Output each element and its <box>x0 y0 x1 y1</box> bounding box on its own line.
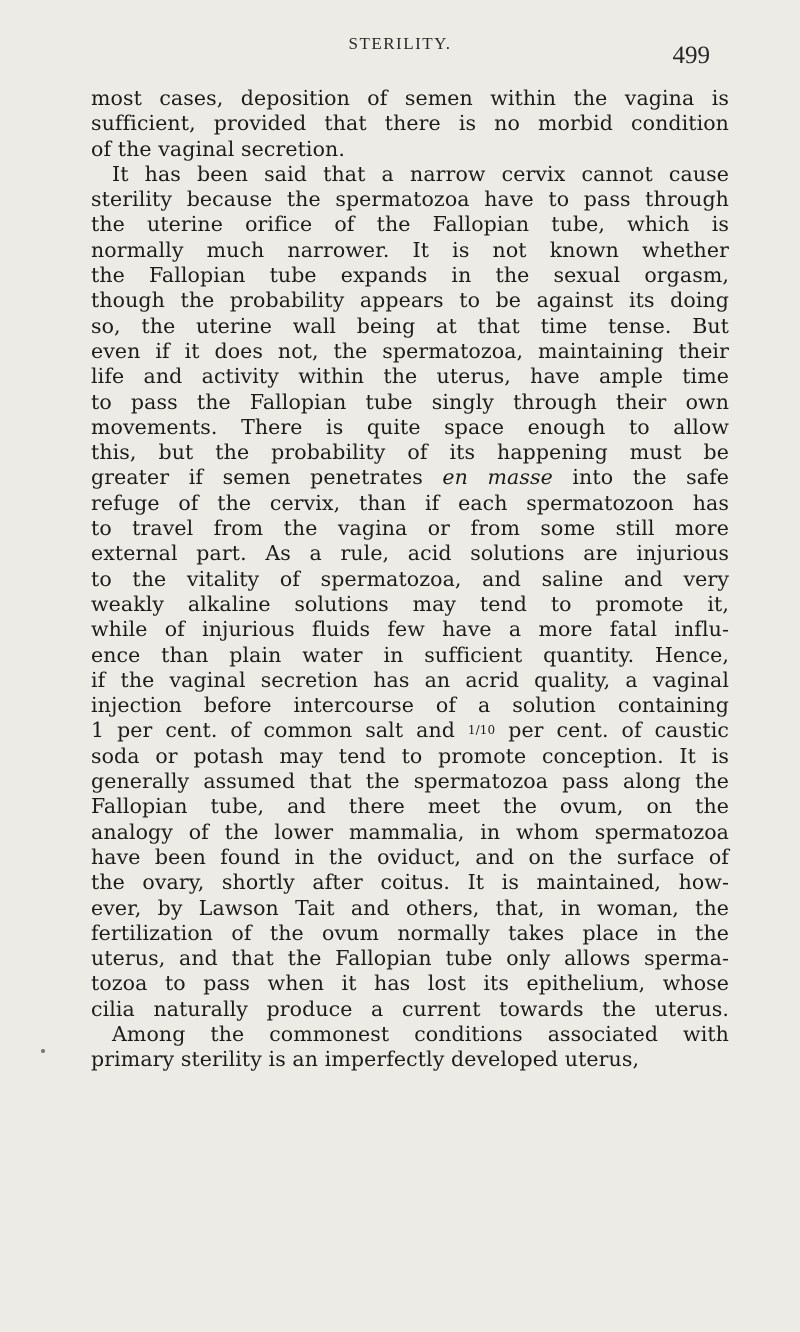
text-line: of the vaginal secretion. <box>91 136 345 161</box>
text-line: cilia naturally produce a current towards the uterus. <box>91 996 729 1021</box>
text-line: ence than plain water in sufficient quantity. Hence, <box>91 642 729 667</box>
text-line: even if it does not, the spermatozoa, maintaining their <box>91 338 729 363</box>
text-line: greater if semen penetrates en masse into the safe <box>91 465 730 490</box>
text-line: generally assumed that the spermatozoa pass along the <box>91 769 729 794</box>
text-line: life and activity within the uterus, have ample time <box>91 364 729 389</box>
running-title: STERILITY. <box>348 34 452 53</box>
text-line: Fallopian tube, and there meet the ovum, on the <box>91 794 729 819</box>
text-line: soda or potash may tend to promote conception. It is <box>91 743 729 768</box>
fraction: 1/10 <box>467 723 496 738</box>
text-line: to the vitality of spermatozoa, and saline and very <box>91 566 729 591</box>
text-line: the Fallopian tube expands in the sexual orgasm, <box>91 263 729 288</box>
text-line: tozoa to pass when it has lost its epithelium, whose <box>91 971 729 996</box>
body-text <box>91 86 729 1073</box>
page-number: 499 <box>672 42 710 69</box>
text-line: most cases, deposition of semen within the vagina is <box>91 86 729 110</box>
text-line: though the probability appears to be against its doing <box>91 288 729 313</box>
text-line: analogy of the lower mammalia, in whom spermatozoa <box>91 819 729 844</box>
text-line: fertilization of the ovum normally takes place in the <box>91 920 729 945</box>
text-line: the uterine orifice of the Fallopian tube, which is <box>91 212 729 237</box>
text-line: the ovary, shortly after coitus. It is maintained, how- <box>91 870 729 895</box>
text-line: if the vaginal secretion has an acrid quality, a vaginal <box>91 667 729 692</box>
text-line: to travel from the vagina or from some still more <box>91 516 729 541</box>
text-line: while of injurious fluids few have a more fatal influ- <box>91 617 729 642</box>
text-line: external part. As a rule, acid solutions are injurious <box>91 541 729 566</box>
text-line: weakly alkaline solutions may tend to promote it, <box>91 591 729 616</box>
text-line: this, but the probability of its happening must be <box>91 440 729 465</box>
text-line: It has been said that a narrow cervix cannot cause <box>112 161 729 186</box>
text-line: have been found in the oviduct, and on the surface of <box>91 844 729 869</box>
text-line: primary sterility is an imperfectly developed uterus, <box>91 1047 640 1072</box>
text-line: normally much narrower. It is not known whether <box>91 237 729 262</box>
text-line: movements. There is quite space enough to allow <box>91 414 729 439</box>
text-line: injection before intercourse of a solution containing <box>91 693 729 718</box>
text-line: sterility because the spermatozoa have to pass through <box>91 187 729 212</box>
text-line: so, the uterine wall being at that time tense. But <box>91 313 729 338</box>
text-line: Among the commonest conditions associated with <box>112 1021 729 1046</box>
margin-speck <box>41 1049 45 1053</box>
text-line: sufficient, provided that there is no morbid condition <box>91 111 729 136</box>
italic-phrase: en masse <box>442 465 553 490</box>
text-line: refuge of the cervix, than if each spermatozoon has <box>91 490 729 515</box>
text-line: ever, by Lawson Tait and others, that, in woman, the <box>91 895 729 920</box>
text-line: to pass the Fallopian tube singly through their own <box>91 389 729 414</box>
text-line: uterus, and that the Fallopian tube only allows sperma- <box>91 946 729 971</box>
text-line: 1 per cent. of common salt and 1/10 per cent. of caustic <box>91 718 729 743</box>
